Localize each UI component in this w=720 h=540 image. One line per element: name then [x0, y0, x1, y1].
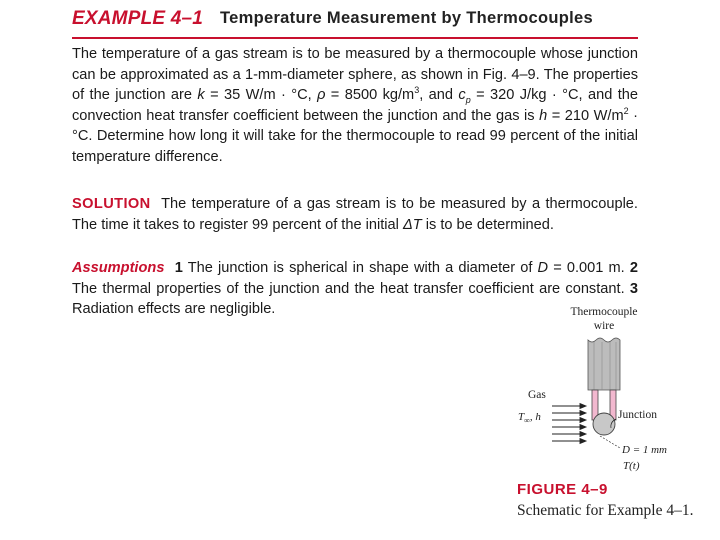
- wire-sheath: [588, 338, 620, 390]
- solution-paragraph: SOLUTION The temperature of a gas stream is to be measured by a thermocouple. The time it takes to register 99 percent of the initial ΔT is to be determined.: [72, 196, 638, 233]
- gas-flow-arrows: [552, 404, 586, 444]
- junction-label: Junction: [618, 409, 657, 421]
- wire-label-line2: wire: [593, 320, 615, 332]
- gas-label: Gas: [528, 389, 546, 401]
- example-header: [72, 8, 672, 32]
- assumptions-paragraph: Assumptions 1 The junction is spherical in shape with a diameter of D = 0.001 m. 2 The thermal properties of the junction and the heat transfer coefficient are constant. 3 Radiation effects are negligible.: [72, 260, 638, 318]
- example-label: EXAMPLE 4–1: [72, 8, 204, 29]
- diameter-leader: [600, 436, 620, 448]
- diameter-label: D = 1 mm: [622, 444, 668, 456]
- assumptions-label: Assumptions: [72, 260, 165, 276]
- tinf-h-label: $T_\infty$, h: [518, 411, 541, 425]
- problem-statement: The temperature of a gas stream is to be measured by a thermocouple whose junction can be approximated as a 1-mm-diameter sphere, as shown in Fig. 4–9. The properties of the junction are k = 35 W/m · °C, ρ = 8500 $kg/m^3$, and $c_p = 320$ J/kg · °C, and the convection heat transfer coefficient between the junction and the gas is h = 210 $W/m^2 \cdot ^\circ C$. Determine how long it will take for the thermocouple to read 99 percent of the initial temperature difference.: [72, 46, 638, 165]
- junction-sphere: [593, 413, 615, 435]
- thermocouple-schematic: [510, 300, 710, 482]
- temperature-label: T(t): [623, 460, 640, 472]
- solution-label: SOLUTION: [72, 196, 151, 212]
- figure-label: FIGURE 4–9: [517, 481, 608, 498]
- wire-label-line1: Thermocouple: [570, 306, 638, 318]
- header-rule: [72, 37, 638, 39]
- figure-caption: Schematic for Example 4–1.: [517, 502, 694, 519]
- example-title: Temperature Measurement by Thermocouples: [220, 9, 593, 27]
